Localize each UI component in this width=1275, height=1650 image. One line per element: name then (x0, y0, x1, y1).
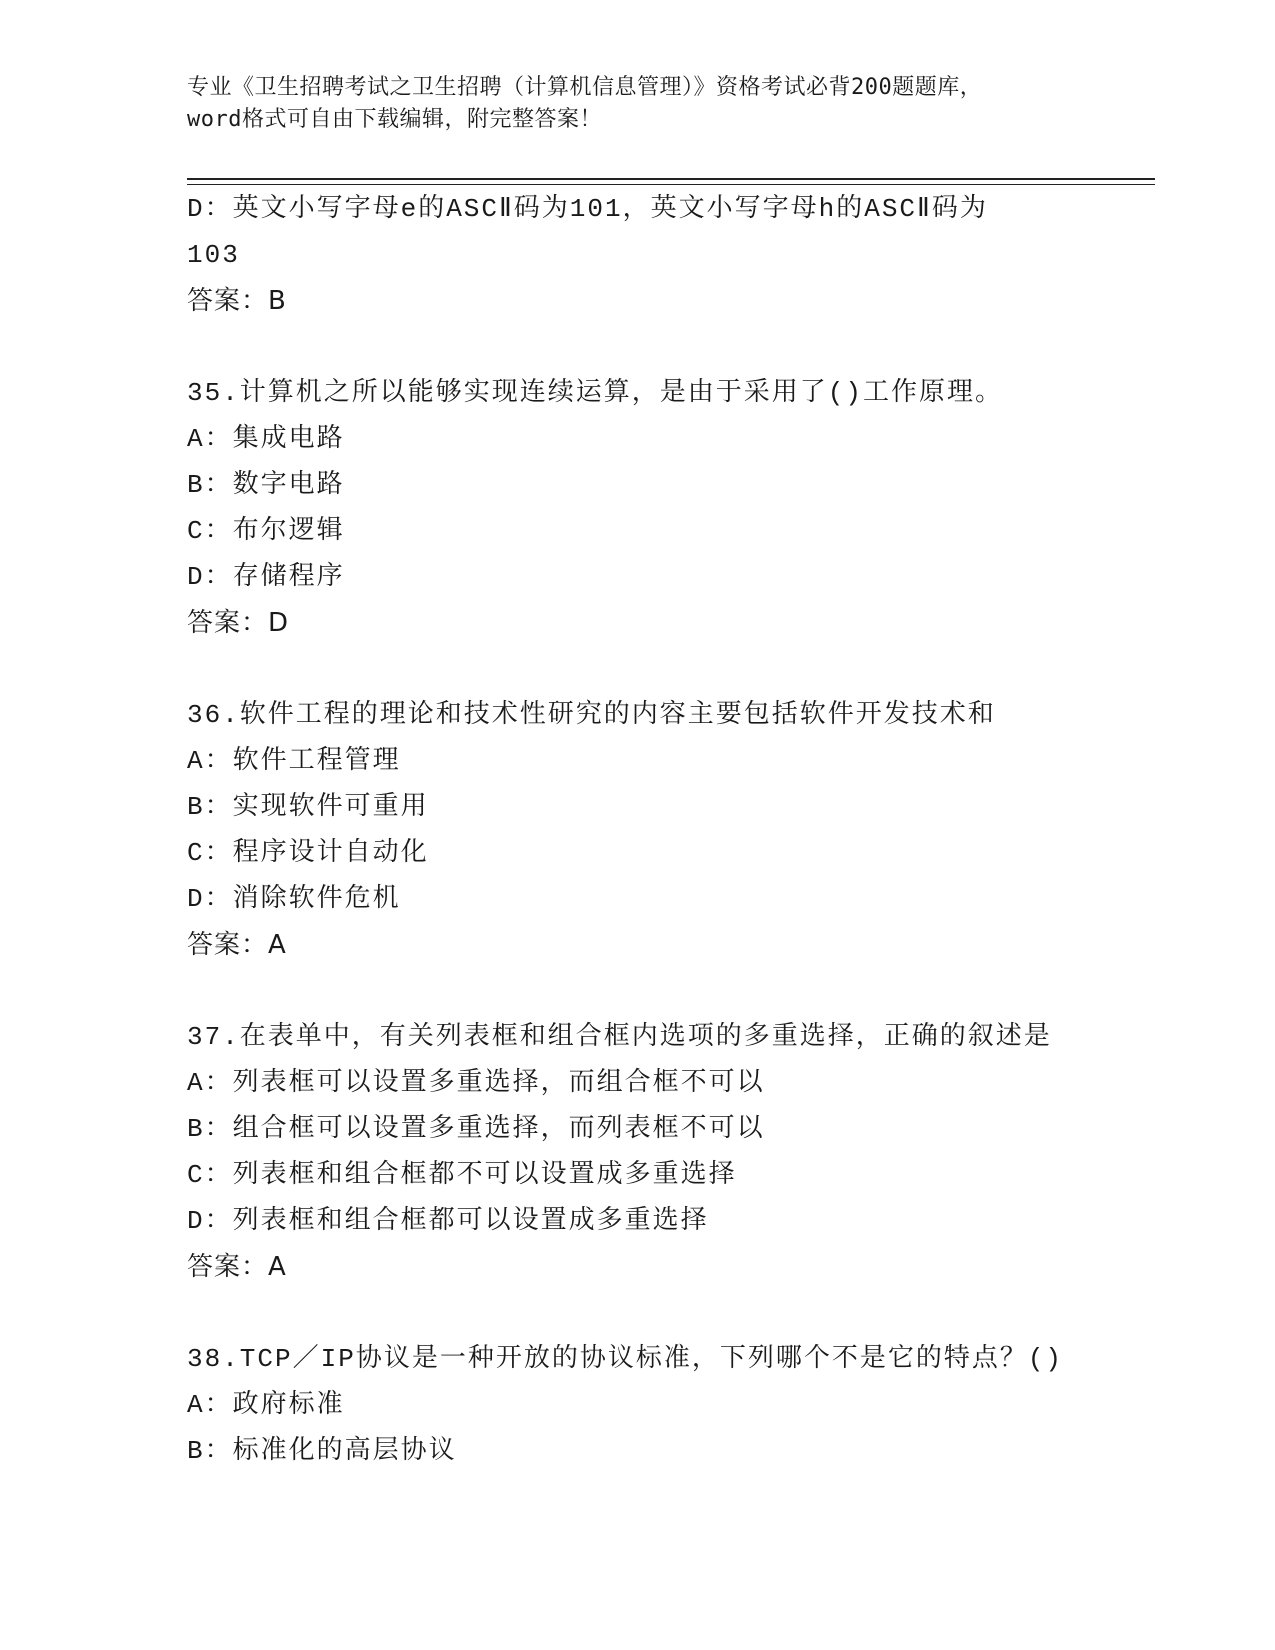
header-title-line-1: 专业《卫生招聘考试之卫生招聘（计算机信息管理）》资格考试必背200题题库， (187, 75, 983, 100)
option-d-continuation: 103 (187, 240, 240, 270)
document-header (187, 72, 1087, 136)
question-block-38 (187, 1336, 1147, 1474)
header-title-line-2: word格式可自由下载编辑，附完整答案！ (187, 107, 602, 132)
question-block-35 (187, 370, 1147, 646)
question-block-36 (187, 692, 1147, 968)
option-c: C：布尔逻辑 (187, 516, 345, 546)
option-a: A：政府标准 (187, 1390, 345, 1420)
option-a: A：集成电路 (187, 424, 345, 454)
answer-label: 答案：B (187, 286, 287, 316)
question-stem: 38.TCP／IP协议是一种开放的协议标准，下列哪个不是它的特点？() (187, 1344, 1064, 1374)
option-a: A：列表框可以设置多重选择，而组合框不可以 (187, 1068, 765, 1098)
spacer (187, 968, 1147, 1014)
option-c: C：程序设计自动化 (187, 838, 429, 868)
option-d: D：存储程序 (187, 562, 345, 592)
question-block-34 (187, 186, 1147, 324)
question-block-37 (187, 1014, 1147, 1290)
question-stem: 35.计算机之所以能够实现连续运算，是由于采用了()工作原理。 (187, 378, 1004, 408)
option-b: B：组合框可以设置多重选择，而列表框不可以 (187, 1114, 765, 1144)
option-d: D：消除软件危机 (187, 884, 401, 914)
spacer (187, 324, 1147, 370)
spacer (187, 646, 1147, 692)
question-stem: 36.软件工程的理论和技术性研究的内容主要包括软件开发技术和 (187, 700, 996, 730)
question-stem: 37.在表单中，有关列表框和组合框内选项的多重选择，正确的叙述是 (187, 1022, 1052, 1052)
option-b: B：标准化的高层协议 (187, 1436, 457, 1466)
option-b: B：数字电路 (187, 470, 345, 500)
option-d: D：列表框和组合框都可以设置成多重选择 (187, 1206, 709, 1236)
option-c: C：列表框和组合框都不可以设置成多重选择 (187, 1160, 737, 1190)
answer-label: 答案：A (187, 1252, 287, 1282)
option-a: A：软件工程管理 (187, 746, 401, 776)
option-d: D：英文小写字母e的ASCⅡ码为101，英文小写字母h的ASCⅡ码为 (187, 194, 988, 224)
spacer (187, 1290, 1147, 1336)
header-divider (187, 178, 1155, 185)
question-list (187, 186, 1147, 1474)
answer-label: 答案：D (187, 608, 290, 638)
option-b: B：实现软件可重用 (187, 792, 429, 822)
answer-label: 答案：A (187, 930, 287, 960)
